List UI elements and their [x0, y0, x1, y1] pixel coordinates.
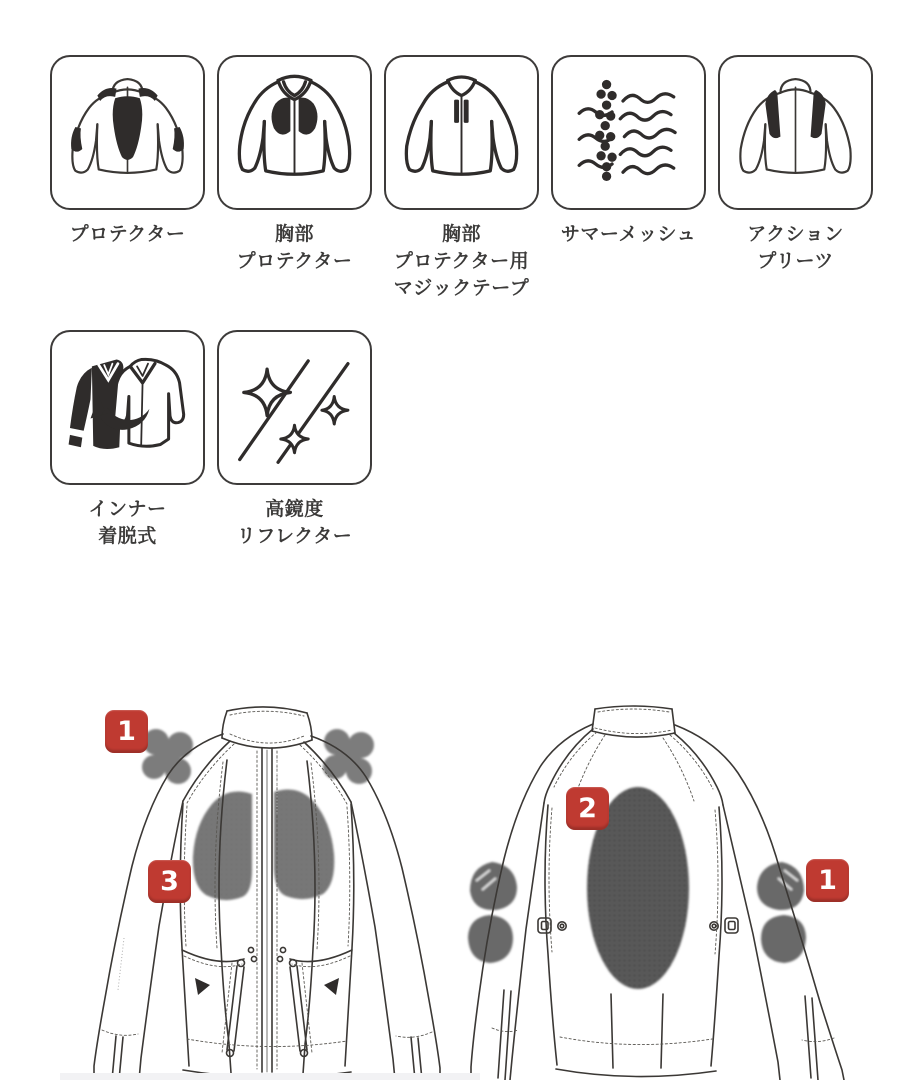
- marker-back-elbow-protector: 1: [806, 859, 849, 902]
- feature-tile-action-pleats: [718, 55, 873, 275]
- marker-front-chest-protector: 3: [148, 860, 191, 903]
- feature-label-action-pleats: アクション プリーツ: [747, 223, 844, 272]
- feature-tile-removable-inner: [50, 330, 205, 550]
- high-reflective-icon: [217, 330, 372, 485]
- feature-label-chest-protector: 胸部 プロテクター: [236, 223, 353, 272]
- chest-protector-velcro-icon: [384, 55, 539, 210]
- feature-tile-velcro: [384, 55, 539, 302]
- feature-tile-reflector: [217, 330, 372, 550]
- action-pleats-icon: [718, 55, 873, 210]
- jacket-front-diagram: [80, 698, 465, 1080]
- next-section-edge: [60, 1073, 480, 1080]
- back-protector-icon: [50, 55, 205, 210]
- removable-inner-icon: [50, 330, 205, 485]
- feature-label-velcro: 胸部 プロテクター用 マジックテープ: [393, 223, 530, 299]
- feature-tile-summer-mesh: [551, 55, 706, 248]
- feature-label-removable-inner: インナー 着脱式: [88, 498, 167, 547]
- chest-protector-icon: [217, 55, 372, 210]
- feature-label-summer-mesh: サマーメッシュ: [560, 223, 697, 245]
- feature-tile-chest-protector: [217, 55, 372, 275]
- back-elbow-pad-left-upper: [470, 862, 517, 910]
- feature-label-protector: プロテクター: [69, 223, 186, 245]
- front-chest-pad-right: [274, 790, 334, 900]
- feature-label-reflector: 高鏡度 リフレクター: [236, 498, 353, 547]
- back-pads: [468, 787, 806, 989]
- marker-front-shoulder-protector: 1: [105, 710, 148, 753]
- summer-mesh-icon: [551, 55, 706, 210]
- feature-tile-protector: [50, 55, 205, 248]
- back-elbow-pad-right-lower: [761, 915, 806, 963]
- marker-back-protector: 2: [566, 787, 609, 830]
